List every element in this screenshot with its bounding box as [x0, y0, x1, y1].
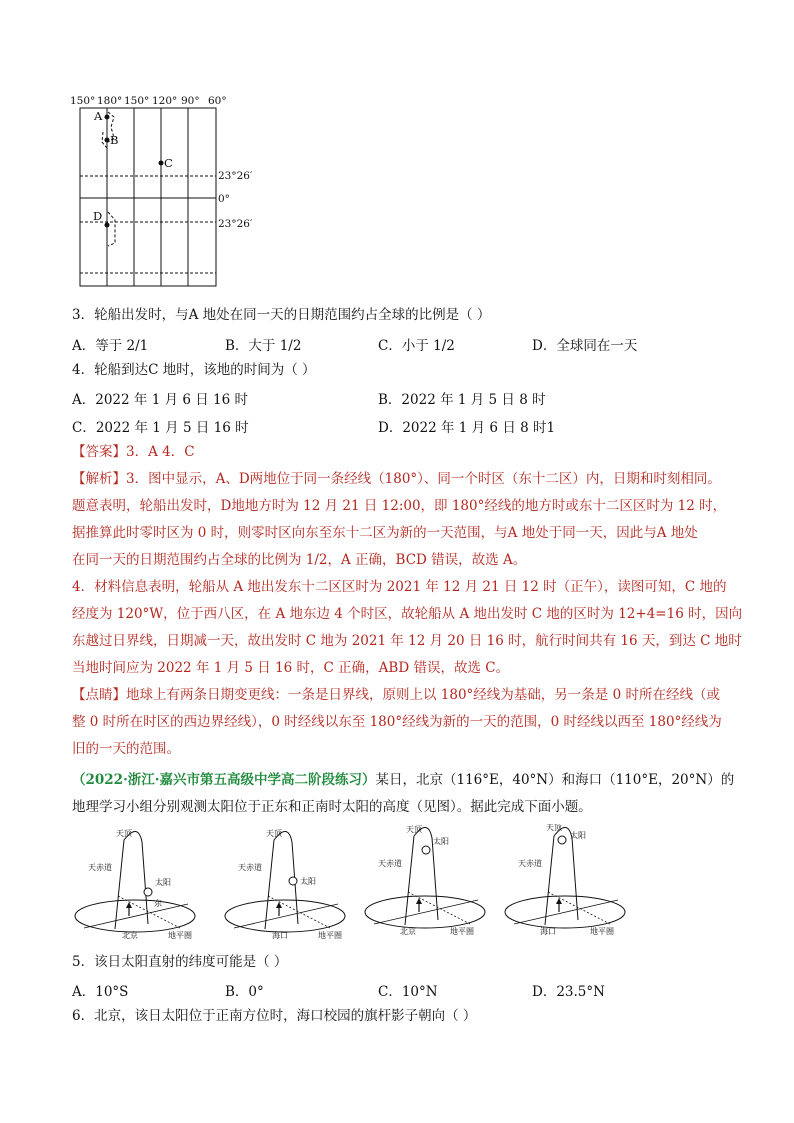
q3-option-b: B．大于 1/2 — [225, 338, 302, 354]
diagram-horizon-label: 地平圈 — [590, 927, 614, 936]
lat-label: 23°26′ — [218, 218, 253, 230]
lon-label: 90° — [181, 95, 200, 107]
source-text: 某日，北京（116°E，40°N）和海口（110°E，20°N）的 — [375, 772, 735, 788]
source-tag: （2022·浙江·嘉兴市第五高级中学高二阶段练习） — [72, 772, 376, 788]
analysis-line: 当地时间应为 2022 年 1 月 5 日 16 时，C 正确，ABD 错误，故选 C。 — [72, 660, 510, 676]
q4-option-b: B．2022 年 1 月 5 日 8 时 — [378, 392, 546, 408]
source-line — [72, 771, 734, 789]
diagram-beijing-south — [365, 825, 485, 936]
answer-line — [72, 443, 195, 461]
diagram-city-label: 北京 — [400, 927, 416, 936]
diagram-haikou-south — [505, 824, 625, 936]
q5-option-d: D．23.5°N — [532, 984, 605, 1000]
diagram-zenith-label: 天顶 — [546, 824, 562, 832]
diagram-equator-label: 天赤道 — [378, 859, 402, 868]
diagram-city-label: 北京 — [122, 931, 138, 940]
lat-label: 0° — [218, 193, 230, 205]
diagram-sun-label: 太阳 — [155, 878, 171, 887]
point-a — [105, 115, 110, 120]
q4-stem: 4．轮船到达C 地时，该地的时间为（ ） — [72, 362, 316, 378]
point-a-label: A — [94, 109, 103, 123]
source-line: 地理学习小组分别观测太阳位于正东和正南时太阳的高度（见图）。据此完成下面小题。 — [72, 799, 592, 815]
lon-label: 150° — [124, 95, 150, 107]
analysis-line: 题意表明，轮船出发时，D地地方时为 12 月 21 日 12:00，即 180°经线的地方时或东十二区区时为 12 时， — [72, 498, 727, 514]
diagram-horizon-label: 地平圈 — [318, 931, 342, 940]
diagram-equator-label: 天赤道 — [88, 863, 112, 872]
lon-label: 180° — [97, 95, 123, 107]
diagram-zenith-label: 天顶 — [406, 825, 422, 834]
tip-line: 整 0 时所在时区的西边界经线），0 时经线以东至 180°经线为新的一天的范围，0 时经线以西至 180°经线为 — [72, 714, 722, 730]
diagram-zenith-label: 天顶 — [266, 829, 282, 838]
analysis-line — [72, 470, 721, 488]
q3-stem: 3．轮船出发时，与A 地处在同一天的日期范围约占全球的比例是（ ） — [72, 307, 491, 323]
point-b — [105, 138, 110, 143]
analysis-line: 经度为 120°W，位于西八区，在 A 地东边 4 个时区，故轮船从 A 地出发时 C 地的区时为 12+4=16 时，因向 — [72, 606, 743, 622]
point-b-label: B — [110, 133, 119, 147]
diagram-city-label: 海口 — [540, 927, 556, 936]
analysis-line: 在同一天的日期范围约占全球的比例为 1/2，A 正确，BCD 错误，故选 A。 — [72, 552, 527, 568]
point-d-label: D — [93, 209, 103, 223]
analysis-line: 据推算此时零时区为 0 时，则零时区向东至东十二区为新的一天范围，与A 地处于同一天，因此与A 地处 — [72, 525, 698, 541]
lon-label: 60° — [208, 95, 227, 107]
sun-position-diagrams — [70, 824, 730, 944]
q6-stem: 6．北京，该日太阳位于正南方位时，海口校园的旗杆影子朝向（ ） — [72, 1008, 477, 1024]
tip-line — [72, 686, 720, 704]
diagram-sun-label: 太阳 — [433, 837, 449, 846]
tip-tag: 【点睛】 — [72, 687, 126, 703]
point-d — [105, 223, 110, 228]
q5-option-c: C．10°N — [378, 984, 438, 1000]
q3-option-c: C．小于 1/2 — [378, 338, 455, 354]
q4-option-d: D．2022 年 1 月 6 日 8 时1 — [378, 420, 556, 436]
q5-option-b: B．0° — [225, 984, 264, 1000]
point-c-label: C — [164, 156, 173, 170]
q4-option-c: C．2022 年 1 月 5 日 16 时 — [72, 420, 249, 436]
diagram-equator-label: 天赤道 — [518, 859, 542, 868]
answer-text: 3．A 4．C — [126, 444, 195, 460]
q5-option-a: A．10°S — [72, 984, 129, 1000]
answer-tag: 【答案】 — [72, 444, 126, 460]
tip-line: 旧的一天的范围。 — [72, 741, 180, 757]
analysis-tag: 【解析】 — [72, 471, 126, 487]
tip-text: 地球上有两条日期变更线：一条是日界线，原则上以 180°经线为基础，另一条是 0 时所在经线（或 — [126, 687, 720, 703]
analysis-line: 东越过日界线，日期减一天，故出发时 C 地为 2021 年 12 月 20 日 16 时，航行时间共有 16 天，到达 C 地时 — [72, 633, 742, 649]
diagram-zenith-label: 天顶 — [116, 829, 132, 838]
q3-option-a: A．等于 2/1 — [72, 338, 149, 354]
q4-option-a: A．2022 年 1 月 6 日 16 时 — [72, 392, 249, 408]
diagram-equator-label: 天赤道 — [238, 863, 262, 872]
q5-stem: 5．该日太阳直射的纬度可能是（ ） — [72, 954, 288, 970]
diagram-sun-label: 太阳 — [570, 831, 586, 840]
analysis-line: 4．材料信息表明，轮船从 A 地出发东十二区区时为 2021 年 12 月 21 日 12 时（正午），读图可知，C 地的 — [72, 579, 727, 595]
lon-label: 150° — [70, 95, 96, 107]
lon-label: 120° — [152, 95, 178, 107]
diagram-east-label: 东 — [154, 899, 162, 908]
diagram-beijing-east — [75, 829, 195, 940]
analysis-text: 3．图中显示，A、D两地位于同一条经线（180°）、同一个时区（东十二区）内，日期和时刻相同。 — [126, 471, 721, 487]
diagram-city-label: 海口 — [272, 931, 288, 940]
diagram-haikou-east — [225, 829, 345, 940]
diagram-horizon-label: 地平圈 — [450, 927, 474, 936]
q3-option-d: D．全球同在一天 — [532, 338, 638, 354]
diagram-sun-label: 太阳 — [300, 877, 316, 886]
point-c — [159, 161, 164, 166]
diagram-horizon-label: 地平圈 — [168, 931, 192, 940]
lat-label: 23°26′ — [218, 170, 253, 182]
time-zone-map — [68, 90, 268, 290]
